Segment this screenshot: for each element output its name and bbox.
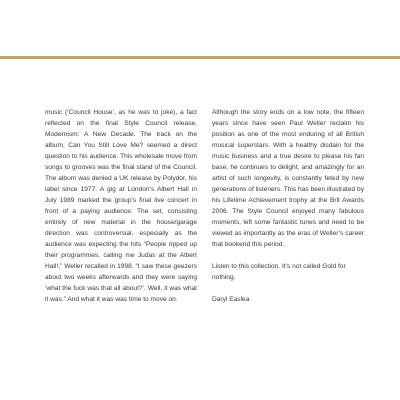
right-column — [212, 107, 364, 305]
left-column-paragraph: music (‘Council House’, as he was to joke), a fact reflected on the final Style Council release, Modernism: A New Decade. The track on the album, Can You Still Love Me? seemed a direct question to his audience. This wholesale move from songs to grooves was the final stand of the Council. The album was denied a UK release by Polydor, his label since 1977. A gig at London’s Albert Hall in July 1989 marked the group’s final live concert in front of a paying audience. The set, consisting entirely of new material in the house/garage direction was controversial, especially as the audience was expecting the hits “People ripped up their programmes, calling me Judas at the Albert Hall!,” Weller recalled in 1998. “I saw these geezers about two weeks afterwards and they were saying ‘what the fuck was that all about?’. Well, it was what it was.” And what it was was time to move on. — [45, 109, 197, 303]
left-column — [45, 107, 197, 305]
author-signoff: Daryl Easlea — [212, 296, 250, 303]
closing-line: Listen to this collection. It’s not called Gold for nothing. — [212, 263, 346, 281]
gold-divider-rule — [0, 56, 400, 59]
right-column-paragraph: Although the story ends on a low note, the fifteen years since have seen Paul Weller reclaim his position as one of the most enduring of all British musical superstars. With a healthy disdain for the music business and a true desire to please his fan base, he continues to delight, and amazingly for an artist of such longevity, is constantly feted by new generations of listeners. This has been illustrated by his Lifetime Achievement trophy at the Brit Awards 2006. The Style Council enjoyed many fabulous moments, left some fantastic tunes and need to be viewed as importantly as the eras of Weller’s career that bookend this period. — [212, 109, 364, 248]
text-columns — [45, 107, 365, 305]
